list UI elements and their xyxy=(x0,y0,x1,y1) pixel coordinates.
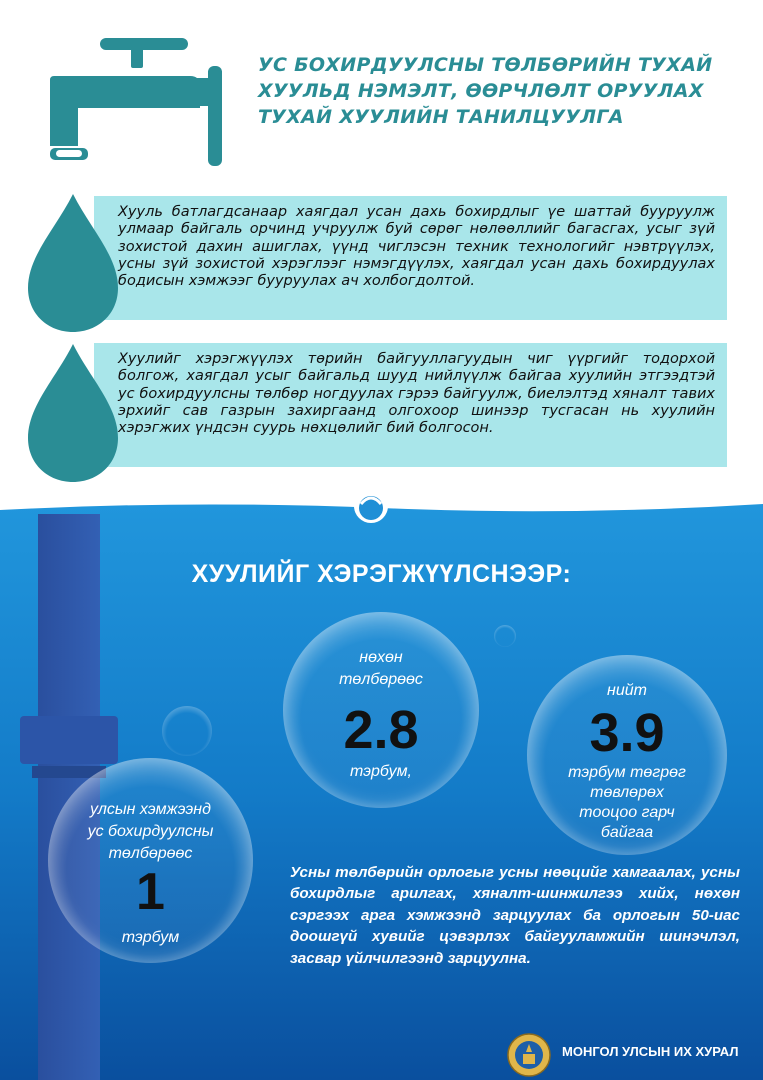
stat-value: 2.8 xyxy=(343,700,419,760)
info-box-text: Хууль батлагдсанаар хаягдал усан дахь бохирдлыг үе шаттай бууруулж улмаар байгаль орчинд учруулж буй сөрөг нөлөөллийг багасгах, усыг зүй зохистой дахин ашиглах, үүнд чиглэсэн техник технологийг нэвтрүүлэх, усны зүй зохистой хэрэглээг нэмэгдүүлэх, хаягдал усан дахь бохирдуулах бодисын хэмжээг бууруулах ач холбогдолтой. xyxy=(118,204,715,290)
stat-label: ус бохирдуулсны xyxy=(87,823,214,840)
stat-value: 3.9 xyxy=(589,703,665,763)
title-line: ХУУЛЬД НЭМЭЛТ, ӨӨРЧЛӨЛТ ОРУУЛАХ xyxy=(258,80,704,102)
stat-label: нийт xyxy=(607,682,647,699)
water-drop-icon xyxy=(18,336,128,486)
stat-label: нөхөн xyxy=(359,649,403,666)
faucet-icon xyxy=(40,28,230,168)
decorative-bubble xyxy=(162,706,212,756)
stat-label: төлбөрөөс xyxy=(339,671,423,688)
stat-unit: тооцоо гарч xyxy=(579,804,675,821)
stat-unit: тэрбум xyxy=(121,929,180,946)
info-box-text: Хуулийг хэрэгжүүлэх төрийн байгууллагуудын чиг үүргийг тодорхой болгож, хаягдал усыг байгальд шууд нийлүүлж байгаа хуулийн этгээдтэй ус бохирдуулсны төлбөр ногдуулах гэрээ байгуулж, биелэлтэд хяналт тавих эрхийг сав газрын захиргаанд олгохоор шинээр тусгасан нь хуулийн хэрэгжих үндсэн суурь нөхцөлийг бий болгосон. xyxy=(118,351,715,437)
stat-label: төлбөрөөс xyxy=(108,845,193,862)
section-title: ХУУЛИЙГ ХЭРЭГЖҮҮЛСНЭЭР: xyxy=(191,560,572,588)
footer xyxy=(504,1028,763,1080)
page-title xyxy=(258,52,728,130)
stat-bubble-additional xyxy=(283,612,479,808)
stat-unit: байгаа xyxy=(600,824,654,841)
section-body-text: Усны төлбөрийн орлогыг усны нөөцийг хамгаалах, усны бохирдлыг арилгах, хяналт-шинжилгээ хийх, нөхөн сэргээх арга хэмжээнд зарцуулах ба орлогын 50-иас доошгүй хувийг цэвэрлэх байгууламжийн шинэчлэл, засвар үйлчилгээнд зарцуулна. xyxy=(290,864,740,967)
stat-unit: тэрбум, xyxy=(350,763,412,780)
title-line: УС БОХИРДУУЛСНЫ ТӨЛБӨРИЙН ТУХАЙ xyxy=(258,54,713,76)
stat-unit: тэрбум төгрөг xyxy=(568,764,686,781)
stat-bubble-national xyxy=(48,758,253,963)
stat-unit: төвлөрөх xyxy=(590,784,664,801)
info-box-implementation xyxy=(94,343,727,467)
stat-bubble-total xyxy=(527,655,727,855)
stat-label: улсын хэмжээнд xyxy=(90,801,211,818)
stat-value: 1 xyxy=(136,863,165,921)
info-box-purpose xyxy=(94,196,727,320)
title-line: ТУХАЙ ХУУЛИЙН ТАНИЛЦУУЛГА xyxy=(258,106,624,128)
water-splash-icon xyxy=(333,478,409,528)
state-emblem-icon xyxy=(506,1032,552,1078)
water-drop-icon xyxy=(18,186,128,336)
footer-label: МОНГОЛ УЛСЫН ИХ ХУРАЛ xyxy=(562,1044,739,1059)
decorative-bubble xyxy=(494,625,516,647)
